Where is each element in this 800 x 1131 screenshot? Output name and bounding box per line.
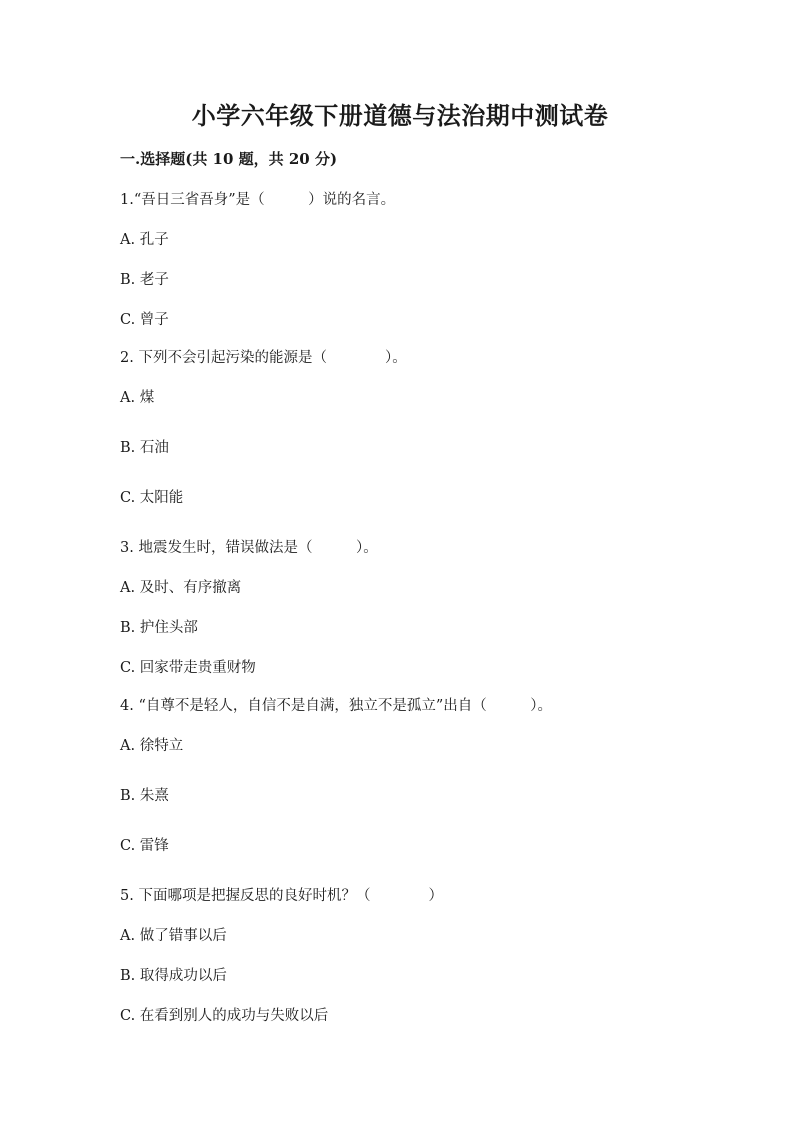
question-1-option-c: C. 曾子	[120, 312, 169, 328]
question-5-option-a: A. 做了错事以后	[120, 928, 227, 944]
question-4-stem: 4. “自尊不是轻人，自信不是自满，独立不是孤立”出自（ ）。	[120, 698, 553, 714]
question-4-option-c: C. 雷锋	[120, 838, 169, 854]
question-2-option-c: C. 太阳能	[120, 490, 184, 506]
question-5-stem: 5. 下面哪项是把握反思的良好时机？（ ）	[120, 888, 443, 904]
question-5-option-c: C. 在看到别人的成功与失败以后	[120, 1008, 329, 1024]
question-3-option-c: C. 回家带走贵重财物	[120, 660, 256, 676]
section-heading: 一.选择题(共 10 题，共 20 分)	[120, 150, 338, 168]
question-1-option-b: B. 老子	[120, 272, 169, 288]
page-title: 小学六年级下册道德与法治期中测试卷	[191, 101, 609, 130]
question-1-stem: 1.“吾日三省吾身”是（ ）说的名言。	[120, 192, 396, 208]
question-2-stem: 2. 下列不会引起污染的能源是（ ）。	[120, 350, 407, 366]
question-1-option-a: A. 孔子	[120, 232, 169, 248]
question-2-option-b: B. 石油	[120, 440, 169, 456]
question-5-option-b: B. 取得成功以后	[120, 968, 227, 984]
question-4-option-a: A. 徐特立	[120, 738, 184, 754]
question-3-option-a: A. 及时、有序撤离	[120, 580, 242, 596]
question-2-option-a: A. 煤	[120, 390, 155, 406]
question-3-option-b: B. 护住头部	[120, 620, 198, 636]
question-3-stem: 3. 地震发生时，错误做法是（ ）。	[120, 540, 378, 556]
question-4-option-b: B. 朱熹	[120, 788, 169, 804]
